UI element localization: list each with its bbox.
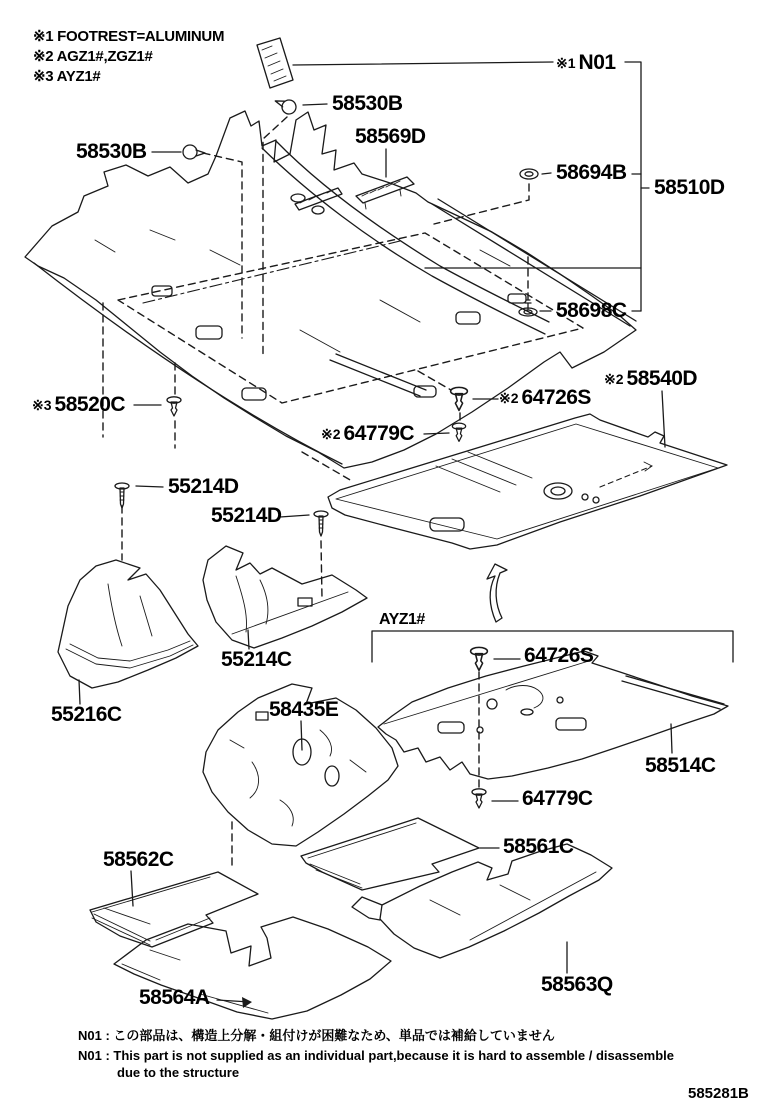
note-en: N01 : This part is not supplied as an individual part,because it is hard to assemble / disassemble <box>78 1048 675 1063</box>
note-en-continued: due to the structure <box>117 1065 240 1080</box>
footrest-drawing <box>257 38 293 88</box>
group-label-ayz1 <box>376 611 425 628</box>
part-number: 58435E <box>269 698 339 721</box>
part-number: 64779C <box>343 422 415 445</box>
part-number: 55214D <box>211 504 282 527</box>
part-label-64779c-lower[interactable] <box>519 788 593 810</box>
part-label-58562c[interactable] <box>100 849 174 871</box>
rear-mat-58563q-drawing <box>352 844 612 958</box>
part-label-55214c[interactable] <box>218 649 292 671</box>
note-jp: N01 : この部品は、構造上分解・組付けが困難なため、単品では補給していません <box>78 1028 555 1043</box>
part-number: 64726S <box>524 644 594 667</box>
legend <box>33 27 224 87</box>
part-label-64726s-upper[interactable] <box>499 387 591 409</box>
part-label-64779c-upper[interactable] <box>321 423 414 445</box>
ref-mark: ※2 <box>321 426 341 442</box>
front-mat-58561c-drawing <box>301 818 479 890</box>
legend-line-1: ※1 FOOTREST=ALUMINUM <box>33 28 225 45</box>
part-number: N01 <box>578 51 616 74</box>
part-label-58514c[interactable] <box>642 755 716 777</box>
grommet-58694b-icon <box>520 169 538 179</box>
part-number: 58561C <box>503 835 574 858</box>
part-label-55216c[interactable] <box>48 704 122 726</box>
part-number: 58698C <box>556 299 627 322</box>
clip-64726s-icon <box>451 387 468 410</box>
part-number: 58540D <box>626 367 698 390</box>
part-label-58510d[interactable] <box>651 177 725 199</box>
legend-line-3: ※3 AYZ1# <box>33 68 101 85</box>
part-label-55214d-1[interactable] <box>165 476 239 498</box>
clip-58530b-icon <box>273 95 298 116</box>
clip-58530b-icon <box>183 145 205 159</box>
part-number: 58569D <box>355 125 426 148</box>
part-label-58698c[interactable] <box>553 300 627 322</box>
part-number: 55214C <box>221 648 292 671</box>
part-number: 58530B <box>332 92 403 115</box>
part-number: 58564A <box>139 986 210 1009</box>
part-number: AYZ1# <box>379 611 425 628</box>
part-label-58569d[interactable] <box>352 126 426 148</box>
part-number: 58514C <box>645 754 716 777</box>
screw-64779c-icon <box>472 789 486 808</box>
screw-55214d-icon <box>115 483 129 508</box>
screw-64779c-icon <box>452 423 465 441</box>
diagram-code: 585281B <box>688 1085 749 1102</box>
part-number: 64726S <box>521 386 591 409</box>
direction-up-arrow-icon <box>487 564 507 622</box>
part-label-58694b[interactable] <box>553 162 627 184</box>
part-number: 58562C <box>103 848 174 871</box>
part-label-58540d[interactable] <box>604 368 697 390</box>
part-label-58564a[interactable] <box>136 987 210 1009</box>
ref-mark: ※2 <box>499 390 519 406</box>
ref-mark: ※1 <box>556 55 576 71</box>
part-label-55214d-2[interactable] <box>208 505 282 527</box>
part-number: 58520C <box>54 393 126 416</box>
ref-mark: ※3 <box>32 397 52 413</box>
part-number: 55214D <box>168 475 239 498</box>
front-mat-58562c-drawing <box>90 872 258 947</box>
part-label-58530b-left[interactable] <box>73 141 147 163</box>
part-label-58561c[interactable] <box>500 836 574 858</box>
cowl-side-trim-55216c-drawing <box>58 560 198 688</box>
part-label-58435e[interactable] <box>266 699 338 721</box>
part-label-58563q[interactable] <box>538 974 613 996</box>
part-number: 58510D <box>654 176 725 199</box>
part-number: 58530B <box>76 140 147 163</box>
cowl-side-trim-55214c-drawing <box>203 546 367 648</box>
part-number: 58694B <box>556 161 627 184</box>
part-number: 55216C <box>51 703 122 726</box>
legend-line-2: ※2 AGZ1#,ZGZ1# <box>33 48 153 65</box>
screw-55214d-icon <box>314 511 328 536</box>
part-label-64726s-lower[interactable] <box>521 645 593 667</box>
part-number: 58563Q <box>541 973 613 996</box>
ref-mark: ※2 <box>604 371 624 387</box>
part-label-58520c[interactable] <box>32 394 125 416</box>
clip-64726s-icon <box>471 647 488 670</box>
part-label-n01[interactable] <box>556 52 616 74</box>
part-number: 64779C <box>522 787 593 810</box>
part-label-58530b-top[interactable] <box>329 93 403 115</box>
clip-58520c-icon <box>167 397 181 416</box>
